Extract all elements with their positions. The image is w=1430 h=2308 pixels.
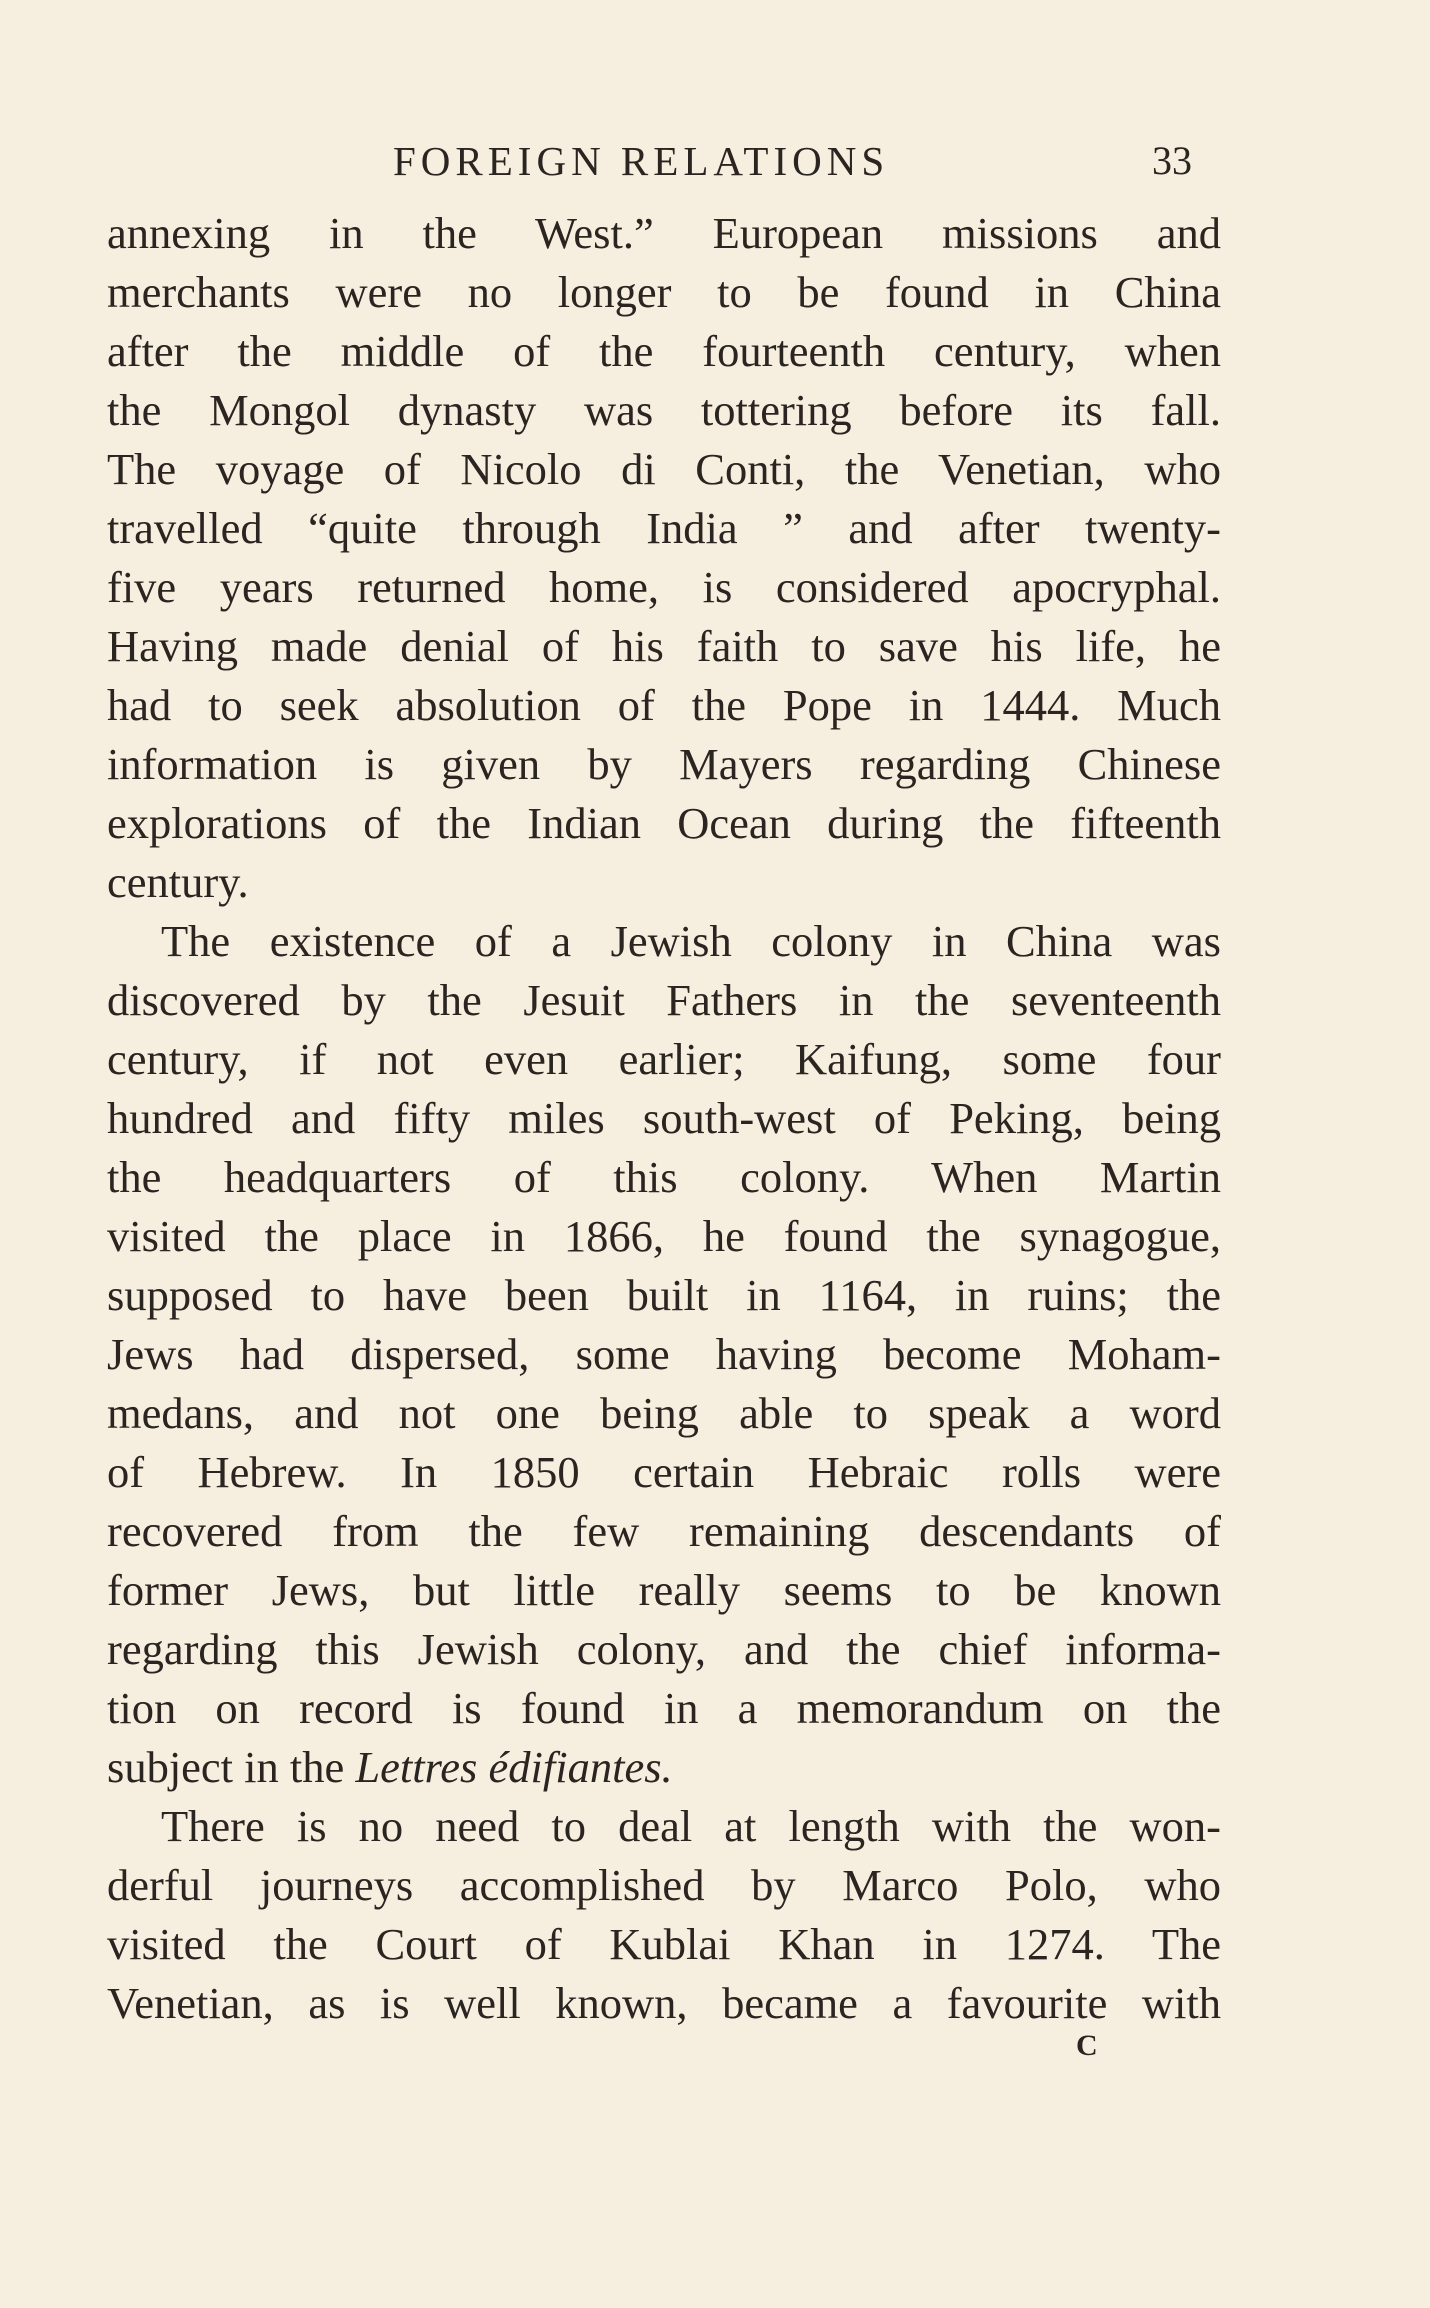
text-line: hundred and fifty miles south-west of Peking, being — [107, 1093, 1221, 1143]
text-line: after the middle of the fourteenth century, when — [107, 326, 1221, 376]
body-text — [107, 204, 1221, 2033]
text-line: travelled “quite through India ” and after twenty- — [107, 503, 1221, 553]
text-line: discovered by the Jesuit Fathers in the seventeenth — [107, 975, 1221, 1025]
running-title: FOREIGN RELATIONS — [393, 138, 890, 184]
text-line: former Jews, but little really seems to be known — [107, 1565, 1221, 1615]
text-line: derful journeys accomplished by Marco Polo, who — [107, 1860, 1221, 1910]
text-line: There is no need to deal at length with the won- — [161, 1801, 1221, 1851]
text-line: merchants were no longer to be found in China — [107, 267, 1221, 317]
paragraph-1 — [107, 204, 1221, 912]
text-line-with-italic — [107, 1738, 1221, 1797]
signature-mark: C — [1076, 2029, 1098, 2062]
line-prefix: subject in the — [107, 1742, 356, 1792]
text-line: medans, and not one being able to speak a word — [107, 1388, 1221, 1438]
text-line: five years returned home, is considered apocryphal. — [107, 562, 1221, 612]
paragraph-2 — [107, 912, 1221, 1797]
text-line: of Hebrew. In 1850 certain Hebraic rolls were — [107, 1447, 1221, 1497]
text-line: the headquarters of this colony. When Martin — [107, 1152, 1221, 1202]
text-line: visited the place in 1866, he found the synagogue, — [107, 1211, 1221, 1261]
text-line: recovered from the few remaining descendants of — [107, 1506, 1221, 1556]
text-line: The existence of a Jewish colony in China was — [161, 916, 1221, 966]
text-line: Jews had dispersed, some having become Moham- — [107, 1329, 1221, 1379]
text-line: visited the Court of Kublai Khan in 1274. The — [107, 1919, 1221, 1969]
italic-title: Lettres édifiantes. — [355, 1742, 673, 1792]
paragraph-3 — [107, 1797, 1221, 2033]
text-line: information is given by Mayers regarding Chinese — [107, 739, 1221, 789]
text-line: had to seek absolution of the Pope in 1444. Much — [107, 680, 1221, 730]
text-line: annexing in the West.” European missions and — [107, 208, 1221, 258]
text-line: Having made denial of his faith to save his life, he — [107, 621, 1221, 671]
text-line: century. — [107, 857, 249, 907]
page-number: 33 — [1152, 138, 1192, 183]
text-line: the Mongol dynasty was tottering before its fall. — [107, 385, 1221, 435]
text-line: supposed to have been built in 1164, in ruins; the — [107, 1270, 1221, 1320]
text-line: The voyage of Nicolo di Conti, the Venetian, who — [107, 444, 1221, 494]
text-line: regarding this Jewish colony, and the chief informa- — [107, 1624, 1221, 1674]
text-line: tion on record is found in a memorandum on the — [107, 1683, 1221, 1733]
text-line: Venetian, as is well known, became a favourite with — [107, 1978, 1221, 2028]
text-line: explorations of the Indian Ocean during the fifteenth — [107, 798, 1221, 848]
text-line: century, if not even earlier; Kaifung, some four — [107, 1034, 1221, 1084]
running-head — [0, 131, 1430, 191]
